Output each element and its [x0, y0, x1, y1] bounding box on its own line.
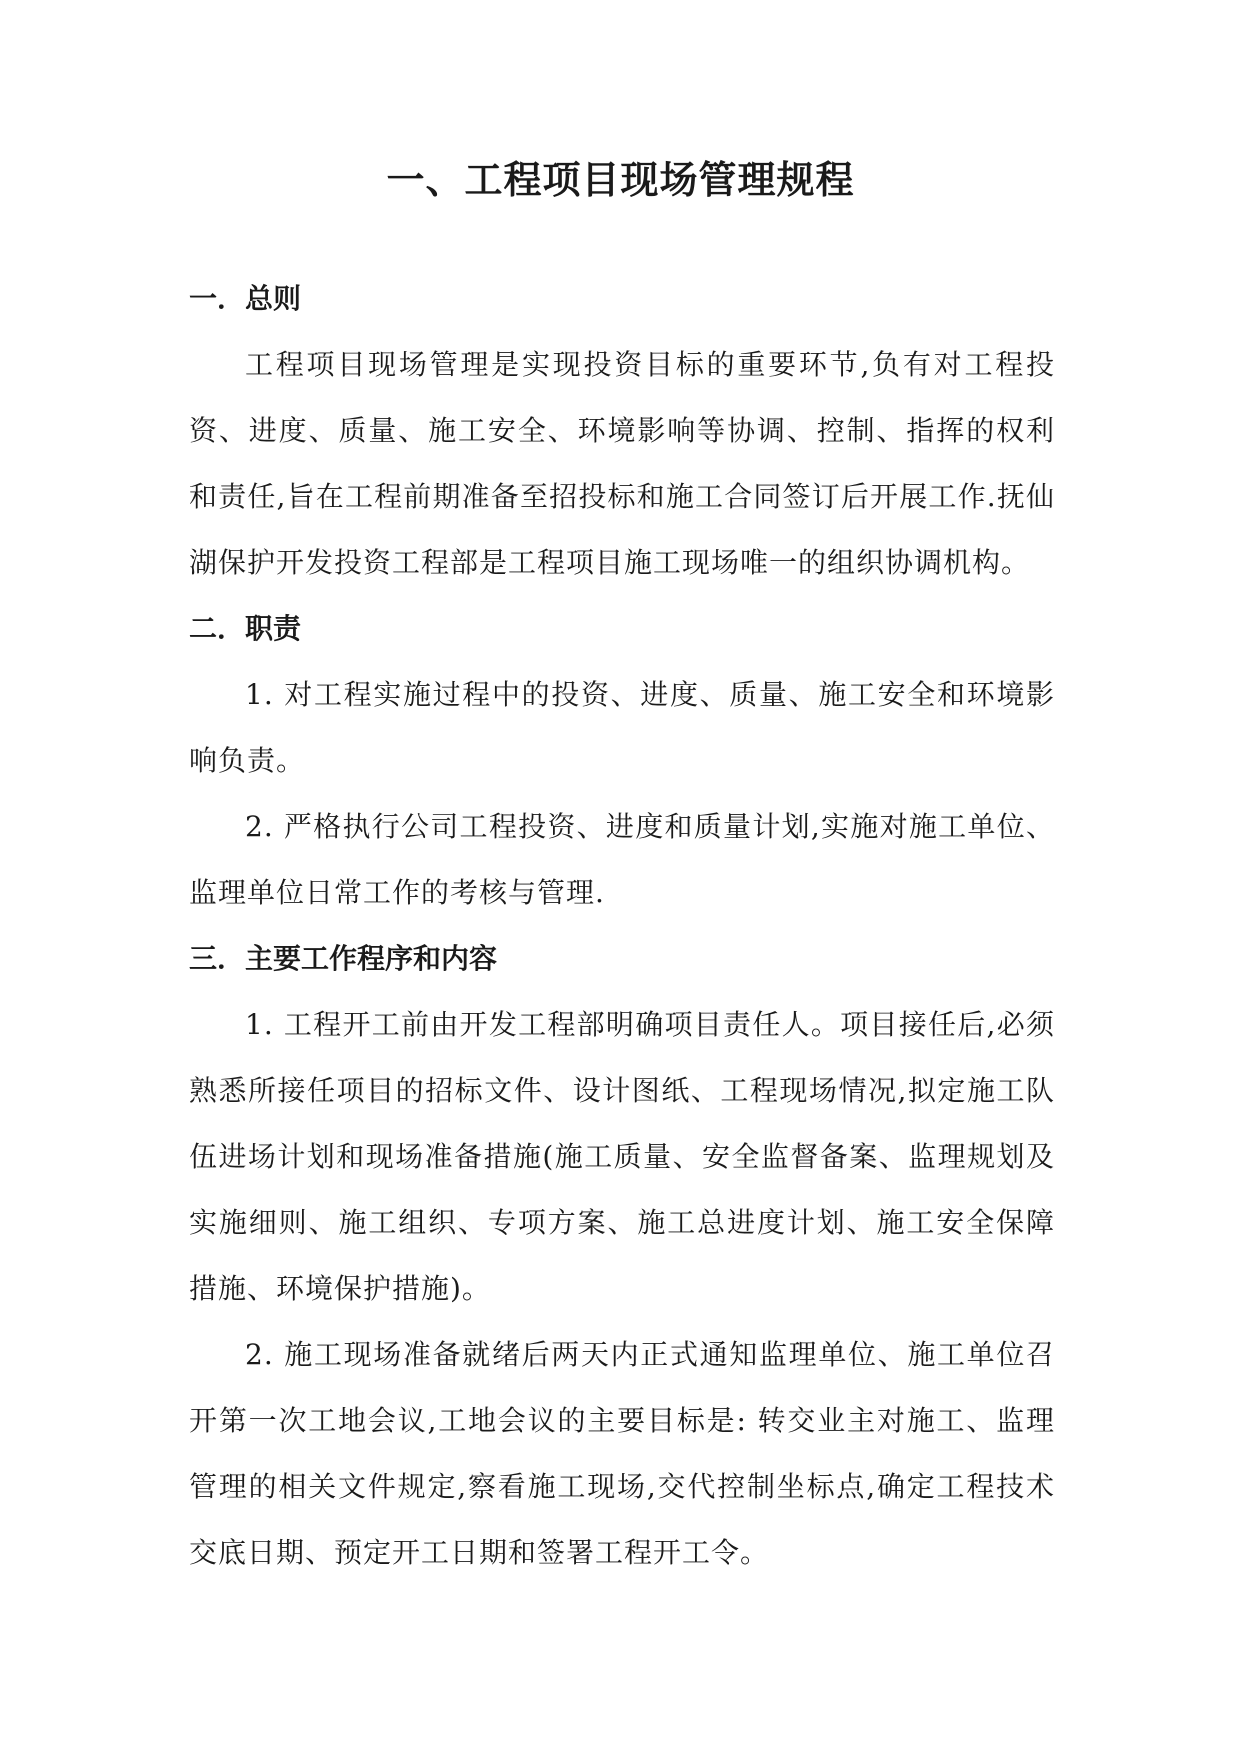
section-duties — [189, 596, 1055, 926]
page-title: 一、工程项目现场管理规程 — [386, 157, 855, 202]
paragraph: 2. 严格执行公司工程投资、进度和质量计划,实施对施工单位、监理单位日常工作的考核与管理. — [189, 810, 1055, 909]
document-body — [189, 266, 1055, 1586]
paragraph: 2. 施工现场准备就绪后两天内正式通知监理单位、施工单位召开第一次工地会议,工地会议的主要目标是: 转交业主对施工、监理管理的相关文件规定,察看施工现场,交代控制坐标点,确定工程技术交底日期、预定开工日期和签署工程开工令。 — [189, 1338, 1055, 1569]
section-heading: 三．主要工作程序和内容 — [189, 942, 498, 975]
section-heading: 二．职责 — [189, 612, 302, 645]
section-heading: 一．总则 — [189, 282, 302, 315]
paragraph: 1. 工程开工前由开发工程部明确项目责任人。项目接任后,必须熟悉所接任项目的招标文件、设计图纸、工程现场情况,拟定施工队伍进场计划和现场准备措施(施工质量、安全监督备案、监理规划及实施细则、施工组织、专项方案、施工总进度计划、施工安全保障措施、环境保护措施)。 — [189, 1008, 1055, 1305]
section-procedures — [189, 926, 1055, 1586]
section-general — [189, 266, 1055, 596]
paragraph: 1. 对工程实施过程中的投资、进度、质量、施工安全和环境影响负责。 — [189, 678, 1055, 777]
paragraph: 工程项目现场管理是实现投资目标的重要环节,负有对工程投资、进度、质量、施工安全、环境影响等协调、控制、指挥的权利和责任,旨在工程前期准备至招投标和施工合同签订后开展工作.抚仙湖保护开发投资工程部是工程项目施工现场唯一的组织协调机构。 — [189, 348, 1055, 579]
